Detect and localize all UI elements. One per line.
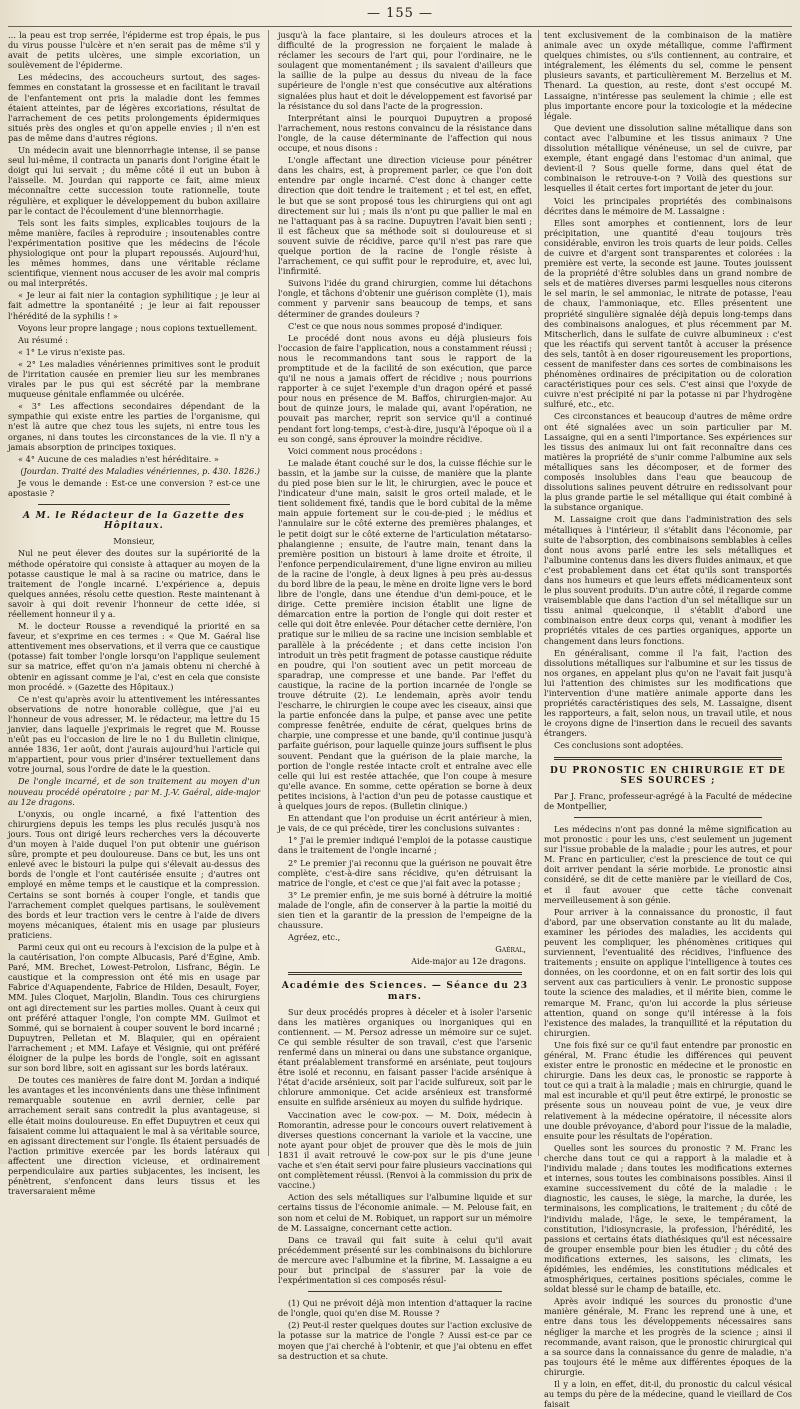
- paragraph: ... la peau est trop serrée, l'épiderme est trop épais, le pus du virus pousse l'ulcère et n'en serait pas de même s'il y avait de petits ulcères, une simple excoriation, un soulèvement de l'épiderme.: [8, 30, 260, 71]
- list-item: « 2° Les maladies vénériennes primitives sont le produit de l'irritation causée en premier lieu sur les membranes virales par le pus qui est sécrété par la membrane muqueuse génitale enflammée ou ulcérée.: [8, 358, 260, 400]
- signature-name: Gaéral,: [495, 944, 526, 955]
- column-1: [8, 30, 260, 1197]
- section-rule: [288, 972, 522, 975]
- paragraph: Pour arriver à la connaissance du pronostic, il faut d'abord, par une observation constante au lit du malade, examiner les périodes des maladies, les accidents qui peuvent les compliquer, les phénomènes critiques qui surviennent, l'eventualité des récidives, l'influence des traitements ; ensuite on applique l'intelligence à toutes ces données, on les coordonne, et on en fait sortir des lois qui servent aux cas particuliers à venir. Le pronostic suppose toute la science des maladies, et il mérite bien, comme le remarque M. Franc, qu'on lui accorde la plus sérieuse attention, quand on songe qu'il intéresse à la fois l'existence des malades, la tranquillité et la réputation du chirurgien.: [544, 906, 792, 1038]
- paragraph: Après avoir indiqué les sources du pronostic d'une manière générale, M. Franc les reprend une à une, et entre dans tous les développements nécessaires sans négliger la marche et les progrès de la science ; ainsi il recommande, avant raison, que le pronostic chirurgical qui a sa source dans la connaissance du genre de maladie, n'a pas toujours été le même aux différentes époques de la chirurgie.: [544, 1296, 792, 1377]
- paragraph: « Je leur ai fait nier la contagion syphilitique ; je leur ai fait admettre la spontanéité ; je leur ai fait repousser l'hérédité de la syphilis ! »: [8, 290, 260, 321]
- letter-heading: A M. le Rédacteur de la Gazette des Hôpitaux.: [23, 511, 245, 532]
- conclusion-item: 1° J'ai le premier indiqué l'emploi de la potasse caustique dans le traitement de l'ongle incarné ;: [278, 835, 532, 856]
- salutation: Monsieur,: [113, 536, 155, 547]
- paragraph: Ce n'est qu'après avoir lu attentivement les intéressantes observations de notre honorable collègue, que j'ai eu l'honneur de vous adresser, M. le rédacteur, ma lettre du 15 janvier, dans laquelle j'exprimais le regret que M. Rousse n'eût pas eu l'occasion de lire le no 1 du Bulletin clinique, année 1836, 1er août, dont j'aurais aujourd'hui l'article qui m'appartient, pour vous prier d'insérer textuellement dans votre journal, sous l'ordre de date le la question.: [8, 693, 260, 775]
- paragraph: En attendant que l'on produise un écrit antérieur à mien, je vais, de ce qui précède, tirer les conclusions suivantes :: [278, 813, 532, 834]
- paragraph: Un médecin avait une blennorrhagie intense, il se panse seul lui-même, il contracta un panaris dont l'origine était le doigt qui lui servait ; du même côté il eut un bubon à l'aisselle. M. Jourdan qui rapporte ce fait, aime mieux méconnaître cette succession toute rationnelle, toute régulière, et expliquer le développement du bubon axillaire par le contact de l'écoulement d'une blennorrhagie.: [8, 145, 260, 216]
- paragraph: L'onyxis, ou ongle incarné, a fixé l'attention des chirurgiens depuis les temps les plus reculés jusqu'à nos jours. Tous ont dirigé leurs recherches vers la découverte d'un moyen à l'aide duquel l'on put obtenir une guérison sûre, prompte et peu douloureuse. Dans ce but, les uns ont enlevé avec le bistouri la pulpe qui s'élevait au-dessus des bords de l'ongle et l'ont cautérisée ensuite ; d'autres ont employé en même temps et le caustique et la compression. Certains se sont bornés à couper l'ongle, et tandis que l'arrachement complet quelques partisans, le soulèvement des bords et leur traction vers le centre à l'aide de divers moyens mécaniques, étaient mis en usage par plusieurs praticiens.: [8, 808, 260, 940]
- paragraph: Nul ne peut élever des doutes sur la supériorité de la méthode opératoire qui consiste à attaquer au moyen de la potasse caustique le mal à sa racine ou matrice, dans le traitement de l'ongle incarné. L'expérience a, depuis quelques années, résolu cette question. Reste maintenant à savoir à qui doit revenir l'honneur de cette idée, si réellement honneur il y a.: [8, 548, 260, 619]
- paragraph: Je vous le demande : Est-ce une conversion ? est-ce une apostasie ?: [8, 477, 260, 499]
- paragraph: Il y a loin, en effet, dit-il, du pronostic du calcul vésical au temps du père de la médecine, quand le vieillard de Cos faisait: [544, 1379, 792, 1409]
- paragraph: Vaccination avec le cow-pox. — M. Doix, médecin à Romorantin, adresse pour le concours ouvert relativement à diverses questions concernant la variole et la vaccine, une note ayant pour objet de prouver que dès le mois de juin 1831 il avait retrouvé le cow-pox sur le pis d'une jeune vache et s'en était servi pour faire plusieurs vaccinations qui ont complètement réussi. (Renvoi à la commission du prix de vaccine.): [278, 1109, 532, 1191]
- column-3: [544, 30, 792, 1409]
- paragraph: C'est ce que nous nous sommes proposé d'indiquer.: [288, 320, 503, 331]
- paragraph: Tels sont les faits simples, explicables toujours de la même manière, faciles à reproduire ; insoutenables contre l'expérimentation positive que les médecins de l'école physiologique ont pour la plupart repoussés. Aujourd'hui, les mêmes hommes, dans une véritable réclame scientifique, viennent nous accuser de les avoir mal compris ou mal interprétés.: [8, 217, 260, 289]
- paragraph: Les médecins n'ont pas donné la même signification au mot pronostic : pour les uns, c'est seulement un jugement sur l'issue probable de la maladie ; pour les autres, et pour M. Franc en particulier, c'est la prescience de tout ce qui doit arriver pendant la série morbide. Le pronostic ainsi considéré, se dit de cette manière par le vieillard de Cos, et il faut avouer que cette tâche convenait merveilleusement à son génie.: [544, 823, 792, 905]
- paragraph: Le procédé dont nous avons eu déjà plusieurs fois l'occasion de faire l'application, nous a constamment réussi ; nous le recommandons tant sous le rapport de la promptitude et de la facilité de son exécution, que parce qu'il ne nous a jamais offert de récidive ; nous pourrions rapporter à ce sujet l'exemple d'un dragon opéré et passé pour nous en présence de M. Baffos, chirurgien-major. Au bout de quinze jours, le malade qui, avant l'opération, ne pouvait pas marcher, reprit son service qu'il a continué pendant fort long-temps, c'est-à-dire, jusqu'à l'époque où il a eu son congé, sans éprouver la moindre récidive.: [278, 332, 532, 444]
- paragraph: Ces circonstances et beaucoup d'autres de même ordre ont été signalées avec un soin particulier par M. Lassaigne, qui en a senti l'importance. Ses expériences sur les tissus des animaux lui ont fait reconnaître dans ces matières la propriété de s'unir comme l'albumine aux sels métalliques sans les décomposer, et de former des composés insolubles dans l'eau que beaucoup de dissolutions salines peuvent détruire en redissolvant pour la plus grande partie le sel métallique qui était combiné à la substance organique.: [544, 411, 792, 513]
- academy-heading: Académie des Sciences. — Séance du 23 mars.: [281, 981, 529, 1002]
- paragraph: Voici les principales propriétés des combinaisons décrites dans le mémoire de M. Lassaigne :: [544, 195, 792, 216]
- conclusion-item: 2° Le premier j'ai reconnu que la guérison ne pouvait être complète, c'est-à-dire sans récidive, qu'en détruisant la matrice de l'ongle, et c'est ce que j'ai fait avec la potasse ;: [278, 857, 532, 888]
- conclusion-item: 3° Le premier enfin, je me suis borné à détruire la moitié malade de l'ongle, afin de conserver à la partie la moitié du sien tien et la garantir de la pression de l'empeigne de la chaussure.: [278, 889, 532, 931]
- column-divider: [538, 30, 539, 1156]
- paragraph: Ces conclusions sont adoptées.: [554, 740, 684, 751]
- paragraph: Voici comment nous procédons :: [288, 445, 423, 456]
- paragraph: Le malade étant couché sur le dos, la cuisse fléchie sur le bassin, et la jambe sur la cuisse, de manière que la plante du pied pose bien sur le lit, le chirurgien, avec le pouce et l'indicateur d'une main, saisit le gros orteil malade, et le tient solidement fixé, tandis que le bord cubital de la même main appuie fortement sur le cou-de-pied ; le médius et l'annulaire sur le côté externe des premières phalanges, et le petit doigt sur le côté externe de l'articulation métatarso-phalangienne ; ensuite, de l'autre main, tenant dans la première position un bistouri à lame droite et étroite, il l'enfonce perpendiculairement, d'une ligne environ au milieu de la racine de l'ongle, à deux lignes à peu près au-dessus du bord libre de la peau, le mène en droite ligne vers le bord libre de l'ongle, dans une étendue d'un demi-pouce, et le dirige. Cette première incision établit une ligne de démarcation entre la portion de l'ongle qui doit rester et celle qui doit être enlevée. Pour détacher cette dernière, l'on pratique sur le milieu de sa racine une incision semblable et parallèle à la précédente ; et dans cette incision l'on introduit un très petit fragment de potasse caustique réduite en poudre, qui l'on soutient avec un petit morceau de sparadrap, une compresse et une bande. Par l'effet du caustique, la racine de la portion incarnée de l'ongle se trouve détruite (2). Le lendemain, après avoir tendu l'escharre, le chirurgien le coupe avec les ciseaux, ainsi que la partie enfoncée dans la pulpe, et panse avec une petite compresse fenêtrée, enduite de cérat, quelques brins de charpie, une compresse et une bande, qu'il continue jusqu'à parfaite guérison, pour laquelle quinze jours suffisent le plus souvent. Pendant que la guérison de la plaie marche, la portion de l'ongle restée intacte croît et entraîne avec elle celle qui lui est restée attachée, que l'on coupe à mesure qu'elle avance. En somme, cette opération se borne à deux petites incisions, à l'action d'un peu de potasse caustique et à quelques jours de repos. (Bulletin clinique.): [278, 457, 532, 812]
- footnote-rule: [308, 1291, 502, 1292]
- paragraph: Quelles sont les sources du pronostic ? M. Franc les cherche dans tout ce qui a rapport à la maladie et à l'individu malade ; dans toutes les modifications externes et internes, sous toutes les combinaisons possibles. Ainsi il examine successivement du côté de la maladie : le diagnostic, les causes, le siège, la marche, la durée, les terminaisons, les complications, le traitement ; du côté de l'individu malade, l'âge, le sexe, le tempérament, la constitution, l'idiosyncrasie, la profession, l'hérédité, les passions et certains états diathésiques qu'il est nécessaire de grouper ensemble pour bien les étudier ; du côté des modifications externes, les saisons, les climats, les épidémies, les endémies, les constitutions médicales et atmosphériques, certaines positions spéciales, comme le soldat blessé sur le champ de bataille, etc.: [544, 1142, 792, 1295]
- list-item: « 4° Aucune de ces maladies n'est héréditaire. »: [18, 453, 219, 464]
- paragraph: De toutes ces manières de faire dont M. Jordan a indiqué les avantages et les inconvénients dans une thèse infiniment remarquable soutenue en avril dernier, celle par arrachement serait sans contredit la plus avantageuse, si elle était moins douloureuse. En effet Dupuytren et ceux qui faisaient comme lui attaquaient le mal à sa véritable source, en agissant directement sur l'ongle. Ils étaient persuadés de l'action primitive exercée par les bords latéraux qui affectent une direction vicieuse, et ordinairement perpendiculaire aux parties subjacentes, les incisent, les pénètrent, s'enfoncent dans leurs tissus et les traversaraient même: [8, 1075, 260, 1197]
- list-item: « 1° Le virus n'existe pas.: [18, 346, 126, 357]
- book-title: De l'ongle incarné, et de son traitement au moyen d'un nouveau procédé opératoire ; par M. J.-V. Gaéral, aide-major au 12e dragons.: [8, 776, 260, 807]
- top-rule: [8, 26, 792, 27]
- paragraph: Action des sels métalliques sur l'albumine liquide et sur certains tissus de l'économie animale. — M. Pelouse fait, en son nom et celui de M. Robiquet, un rapport sur un mémoire de M. Lassaigne, concernant cette action.: [278, 1192, 532, 1233]
- paragraph: Que devient une dissolution saline métallique dans son contact avec l'albumine et les tissus animaux ? Une dissolution métallique vénéneuse, un sel de cuivre, par exemple, étant engagé dans l'estomac d'un animal, que devient-il ? Sous quelle forme, dans quel état de combinaison le retrouve-t-on ? Voilà des questions sur lesquelles il était certes fort important de jeter du jour.: [544, 122, 792, 194]
- footnote: (1) Qui ne prévoit déjà mon intention d'attaquer la racine de l'ongle, quoi qu'en dise M. Rousse ?: [278, 1298, 532, 1319]
- paragraph: M. le docteur Rousse a revendiqué la priorité en sa faveur, et s'exprime en ces termes : « Que M. Gaéral lise attentivement mes observations, et il verra que ce caustique (potasse) fait tomber l'ongle lorsqu'on l'applique seulement sur sa matrice, effet qu'on n'a jamais obtenu ni cherché à obtenir en agissant comme je l'ai, c'est en cela que consiste mon procédé. » (Gazette des Hôpitaux.): [8, 621, 260, 692]
- list-item: « 3° Les affections secondaires dépendant de la sympathie qui existe entre les parties de l'organisme, qui n'est là autre que chez tous les sujets, ni entre tous les organes, ni dans toutes les circonstances de la vie. Il n'y a jamais absorption de principes toxiques.: [8, 401, 260, 452]
- paragraph: Au résumé :: [18, 334, 68, 345]
- paragraph: jusqu'à la face plantaire, si les douleurs atroces et la difficulté de la progression ne forçaient le malade à réclamer les secours de l'art qui, pour l'ordinaire, ne le soulagent que momentanément ; ils savaient d'ailleurs que la saillie de la pulpe au dessus du niveau de la face supérieure de l'ongle n'est que consécutive aux altérations signalées plus haut et doit le développement est favorisé par la résistance du sol dans l'acte de la progression.: [278, 30, 532, 111]
- paragraph: Suivons l'idée du grand chirurgien, comme lui détachons l'ongle, et tâchons d'obtenir une guérison complète (1), mais comment y parvenir sans beaucoup de temps, et sans déterminer de grandes douleurs ?: [278, 278, 532, 319]
- column-2: [278, 30, 532, 1361]
- closing: Agréez, etc.,: [288, 932, 341, 943]
- paragraph: M. Lassaigne croit que dans l'administration des sels métalliques à l'intérieur, il s'établit dans l'économie, par suite de l'absorption, des combinaisons semblables à celles dont nous avons parlé entre les sels métalliques et l'albumine contenus dans les divers fluides animaux, et que c'est probablement dans cet état qu'ils sont transportés dans nos humeurs et que leurs effets médicamenteux sont le plus souvent produits. D'un autre côté, il regarde comme vraisemblable que dans l'action d'un sel métallique sur un tissu animal quelconque, il s'établit d'abord une combinaison entre deux corps qui, venant à modifier les propriétés vitales de ces parties organiques, apporte un changement dans leurs fonctions.: [544, 514, 792, 646]
- paragraph: Elles sont amorphes et contiennent, lors de leur précipitation, une quantité d'eau toujours très considérable, environ les trois quarts de leur poids. Celles de cuivre et d'argent sont transparentes et colorées : la première est verte, la seconde est jaune. Toutes jouissent de la propriété d'être solubles dans un grand nombre de sels et de matières diverses parmi lesquelles nous citerons le sel marin, le sel ammoniac, le nitrate de potasse, l'eau de chaux, l'ammoniaque, etc. Elles présentent une propriété singulière signalée déjà depuis long-temps dans des combinaisons analogues, et plus récemment par M. Mitscherlich, dans le sulfate de cuivre albumineux : c'est que les réactifs qui servent tantôt à accuser la présence des sels, tantôt à en doser rigoureusement les proportions, cessent de manifester dans ces sortes de combinaisons les phénomènes ordinaires de précipitation ou de coloration caractéristiques pour ces sels. C'est ainsi que l'oxyde de cuivre n'est précipité ni par la potasse ni par l'hydrogène sulfuré, etc., etc.: [544, 217, 792, 410]
- paragraph: Les médecins, des accoucheurs surtout, des sages-femmes en constatant la grossesse et en facilitant le travail de l'enfantement ont pris la maladie dont les femmes étaient atteintes, par de légères excoriations, résultat de l'arrachement de ces petits prolongements épidermiques situés près des ongles et qu'on appelle envies ; il n'en est pas de même dans d'autres régions.: [8, 72, 260, 143]
- section-rule: [38, 504, 230, 505]
- paragraph: tent exclusivement de la combinaison de la matière animale avec un oxyde métallique, comme l'affirment quelques chimistes, ou s'ils contiennent, au contraire, et intégralement, les éléments du sel, comme le pensent plusieurs savants, et particulièrement M. Berzelius et M. Thenard. La question, au reste, dont s'est occupé M. Lassaigne, n'intéresse pas seulement la chimie ; elle est plus importante encore pour la toxicologie et la médecine légale.: [544, 30, 792, 121]
- paragraph: Voyons leur propre langage ; nous copions textuellement.: [18, 322, 258, 333]
- signature-title: Aide-major au 12e dragons.: [411, 956, 526, 967]
- section-rule: [574, 817, 762, 818]
- paragraph: Dans ce travail qui fait suite à celui qu'il avait précédemment présenté sur les combinaisons du bichlorure de mercure avec l'albumine et la fibrine, M. Lassaigne a eu pour but principal de s'assurer par la voie de l'expérimentation si ces composés résul-: [278, 1234, 532, 1286]
- section-rule: [554, 757, 782, 760]
- footnote: (2) Peut-il rester quelques doutes sur l'action exclusive de la potasse sur la matrice de l'ongle ? Aussi est-ce par ce moyen que j'ai cherché à l'obtenir, et que j'ai obtenu en effet sa destruction et sa chute.: [278, 1320, 532, 1361]
- pronostic-heading: DU PRONOSTIC EN CHIRURGIE ET DE SES SOURCES ;: [550, 765, 786, 786]
- paragraph: Interprétant ainsi le pourquoi Dupuytren a proposé l'arrachement, nous restons convaincu de la résistance dans l'ongle, de la cause déterminante de l'affection qui nous occupe, et nous disons :: [278, 112, 532, 154]
- citation: (Jourdan. Traité des Maladies vénériennes, p. 430. 1826.): [20, 465, 260, 476]
- paragraph: L'ongle affectant une direction vicieuse pour pénétrer dans les chairs, est, à proprement parler, ce que l'on doit entendre par ongle incarné. C'est donc à changer cette direction que doit tendre le traitement ; et tel est, en effet, le but que se sont proposé tous les chirurgiens qui ont agi directement sur lui ; mais ils n'ont pu que pallier le mal en ne l'attaquant pas à sa racine. Dupuytren l'avait bien senti ; il est fâcheux que sa méthode soit si douloureuse et si souvent suivie de récidive, parce qu'il n'est pas rare que quelque portion de la racine de l'ongle résiste à l'arrachement, ce qui suffit pour le reproduire, et, avec lui, l'infirmité.: [278, 155, 532, 277]
- paragraph: Une fois fixé sur ce qu'il faut entendre par pronostic en général, M. Franc étudie les différences qui peuvent exister entre le pronostic en médecine et le pronostic en chirurgie. Dans les deux cas, le pronostic se rapporte à tout ce qui a trait à la maladie ; mais en chirurgie, quand le mal est incurable et qu'il peut être extirpé, le pronostic se présente sous un nouveau point de vue, je veux dire relativement à la médecine opératoire, il nécessite alors une double prévoyance, d'abord pour l'issue de la maladie, ensuite pour les résultats de l'opération.: [544, 1039, 792, 1141]
- paragraph: En généralisant, comme il l'a fait, l'action des dissolutions métalliques sur l'albumine et sur les tissus de nos organes, en appelant plus qu'on ne l'avait fait jusqu'à lui l'attention des chimistes sur les modifications que l'intervention d'une matière animale apporte dans les propriétés caractéristiques des sels, M. Lassaigne, disent les rapporteurs, a fait, selon nous, un travail utile, et nous le croyons digne de l'insertion dans le recueil des savants étrangers.: [544, 647, 792, 739]
- page-number: — 155 —: [366, 6, 434, 21]
- paragraph: Sur deux procédés propres à déceler et à isoler l'arsenic dans les matières organiques ou inorganiques qui en contiennent. — M. Persoz adresse un mémoire sur ce sujet. Ce qui semble résulter de son travail, c'est que l'arsenic renfermé dans un minerai ou dans une substance organique, étant préalablement transformé en arséniate, peut toujours être isolé et reconnu, en faisant passer l'acide arsénique à l'état d'acide arsénieux, soit par l'acide sulfureux, soit par le chlorure ammonique. Cet acide arsénieux est transformé ensuite en sulfide arsénieux au moyen du sulfide hydrique.: [278, 1006, 532, 1108]
- paragraph: Parmi ceux qui ont eu recours à l'excision de la pulpe et à la cautérisation, l'on compte Albucasis, Paré d'Égine, Amb. Paré, MM. Brechet, Lowest-Petrolon, Lisfranc, Bégin. Le caustique et la compression ont été mis en usage par Fabrice d'Aquapendente, Fabrice de Hilden, Desault, Foyer, MM. Jules Cloquet, Marjolin, Blandin. Tous ces chirurgiens ont agi directement sur les parties molles. Quant à ceux qui ont préféré attaquer l'ongle, l'on compte MM. Guilmot et Sommé, qui se bornaient à couper souvent le bord incarné ; Dupuytren, Pelletan et M. Blaquier, qui en opéraient l'arrachement ; et MM. Lafaye et Vésignie, qui ont préféré éloigner de la pulpe les bords de l'ongle, soit en agissant sur son bord libre, soit en agissant sur les bords latéraux.: [8, 941, 260, 1074]
- column-divider: [268, 30, 269, 1156]
- author-line: Par J. Franc, professeur-agrégé à la Faculté de médecine de Montpellier,: [544, 790, 792, 811]
